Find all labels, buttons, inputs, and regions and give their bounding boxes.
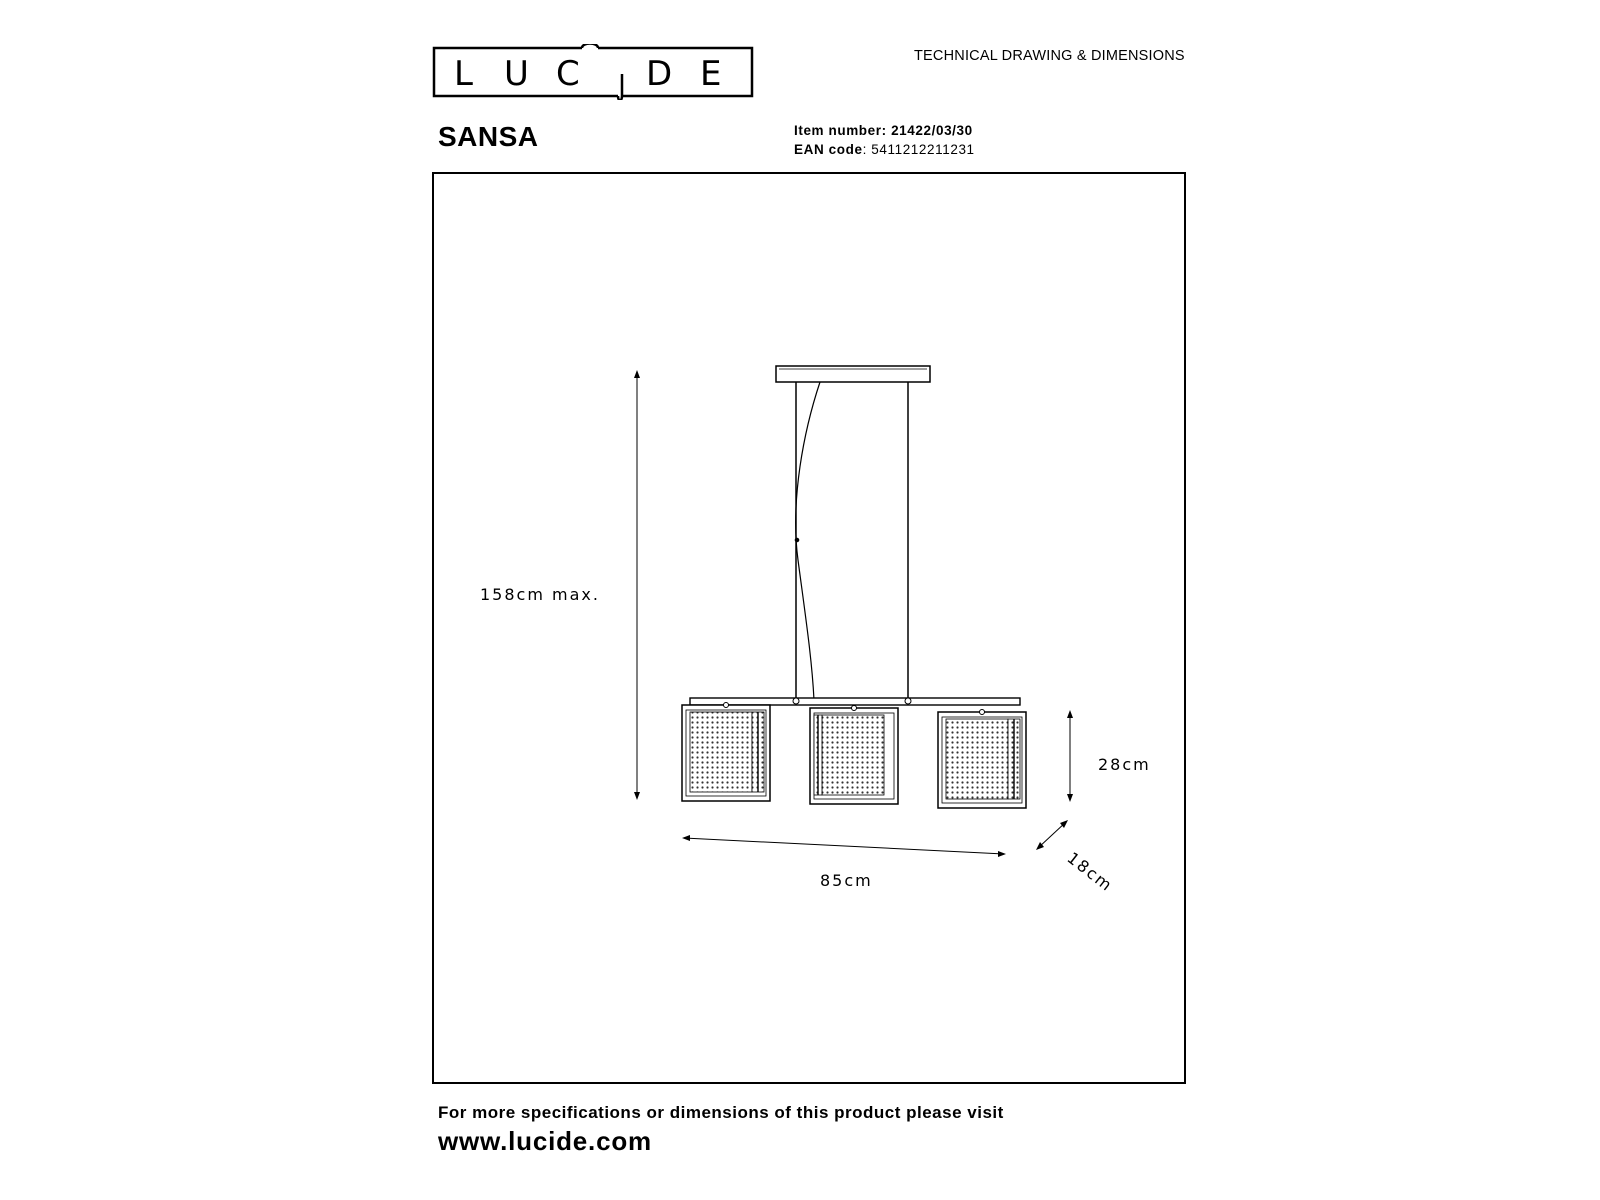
item-number-value: 21422/03/30	[891, 123, 973, 138]
width-dimension-line	[682, 835, 1006, 857]
depth-dimension-line	[1036, 820, 1068, 850]
ean-code-row: EAN code: 5411212211231	[794, 142, 975, 157]
height-dimension-line	[634, 370, 640, 800]
document-type: TECHNICAL DRAWING & DIMENSIONS	[914, 48, 1185, 64]
mounting-bar	[690, 698, 1020, 705]
svg-text:D: D	[646, 54, 673, 94]
svg-text:E: E	[700, 54, 722, 94]
logo-letters: L	[454, 54, 473, 94]
height-dimension-label: 158cm max.	[480, 585, 600, 604]
website-link[interactable]: www.lucide.com	[438, 1126, 652, 1156]
ean-code-value: 5411212211231	[871, 142, 975, 157]
footer-note: For more specifications or dimensions of this product please visit	[438, 1103, 1004, 1122]
suspension-cables	[795, 382, 908, 700]
depth-dimension-label: 18cm	[1063, 848, 1117, 896]
shade-height-dimension-line	[1067, 710, 1073, 802]
shade-height-label: 28cm	[1098, 755, 1151, 774]
product-name: SANSA	[438, 121, 539, 152]
ceiling-canopy	[776, 366, 930, 382]
svg-text:C: C	[556, 54, 580, 94]
item-number-label: Item number	[794, 123, 882, 138]
ean-code-label: EAN code	[794, 142, 863, 157]
lamp-shade-middle	[810, 706, 898, 805]
width-dimension-label: 85cm	[820, 871, 873, 890]
svg-text:U: U	[504, 54, 529, 94]
item-number-row: Item number: 21422/03/30	[794, 123, 973, 138]
lamp-shade-left	[682, 703, 770, 802]
lamp-shade-right	[938, 710, 1026, 809]
